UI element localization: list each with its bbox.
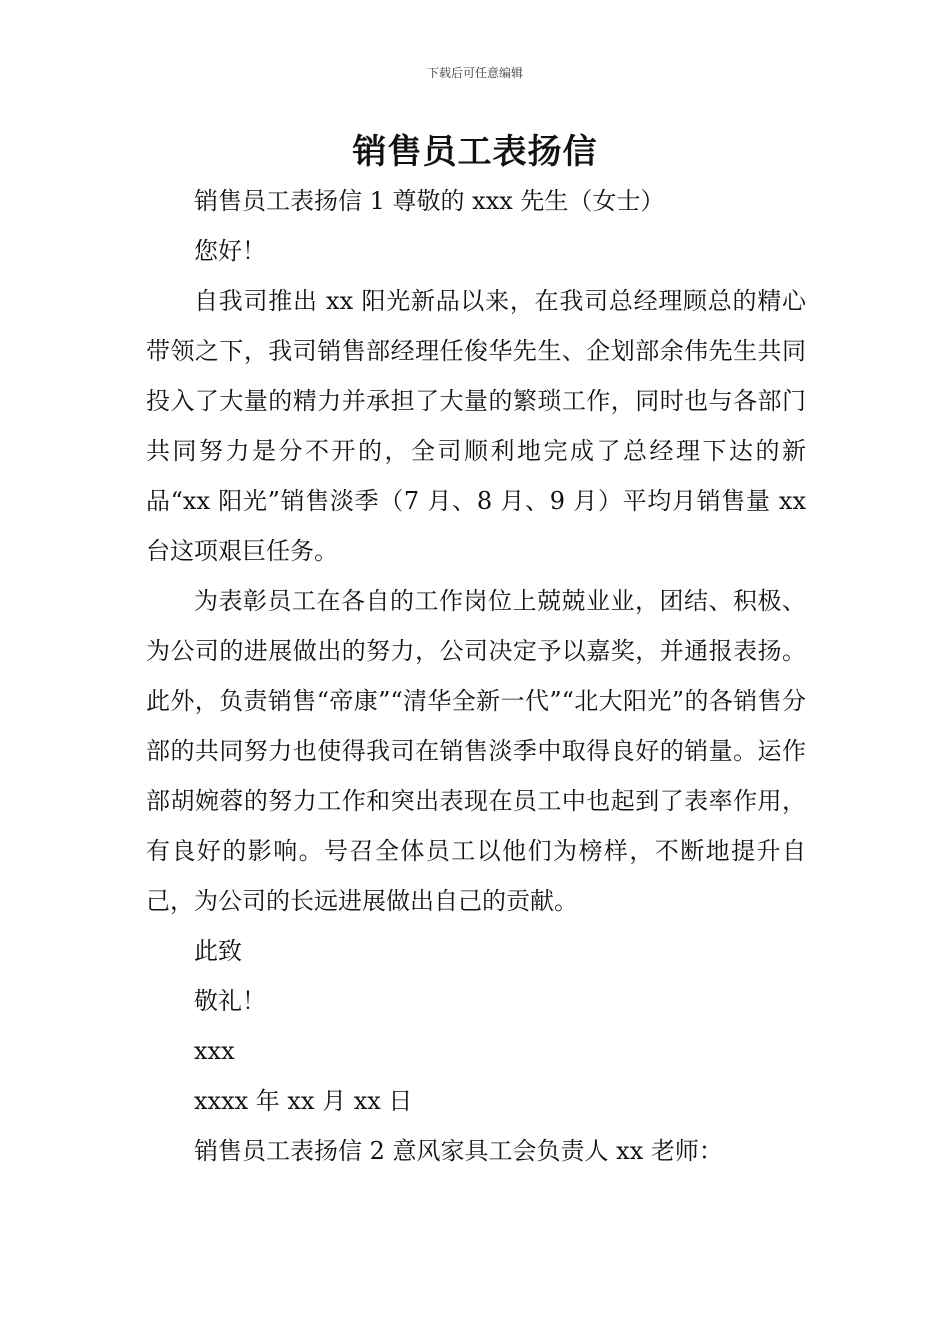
letter-body <box>146 176 806 1176</box>
closing-regards: 敬礼！ <box>194 987 266 1015</box>
body-paragraph: 为表彰员工在各自的工作岗位上兢兢业业，团结、积极、为公司的进展做出的努力，公司决定予以嘉奖，并通报表扬。此外，负责销售“帝康”“清华全新一代”“北大阳光”的各销售分部的共同努力也使得我司在销售淡季中取得良好的销量。运作部胡婉蓉的努力工作和突出表现在员工中也起到了表率作用，有良好的影响。号召全体员工以他们为榜样，不断地提升自己，为公司的长远进展做出自己的贡献。 <box>146 587 806 915</box>
header-note: 下载后可任意编辑 <box>426 66 523 80</box>
date-line: xxxx 年 xx 月 xx 日 <box>194 1087 413 1115</box>
salutation-line: 销售员工表扬信 1 尊敬的 xxx 先生（女士） <box>194 187 665 215</box>
body-paragraph: 自我司推出 xx 阳光新品以来，在我司总经理顾总的精心带领之下，我司销售部经理任俊华先生、企划部余伟先生共同投入了大量的精力并承担了大量的繁琐工作，同时也与各部门共同努力是分不开的，全司顺利地完成了总经理下达的新品“xx 阳光”销售淡季（7 月、8 月、9 月）平均月销售量 xx 台这项艰巨任务。 <box>146 287 806 565</box>
greeting: 您好！ <box>194 237 266 265</box>
signature: xxx <box>194 1037 235 1065</box>
page-title: 销售员工表扬信 <box>352 132 598 172</box>
next-letter-heading: 销售员工表扬信 2 意风家具工会负责人 xx 老师： <box>194 1137 723 1165</box>
closing-line: 此致 <box>194 937 242 965</box>
